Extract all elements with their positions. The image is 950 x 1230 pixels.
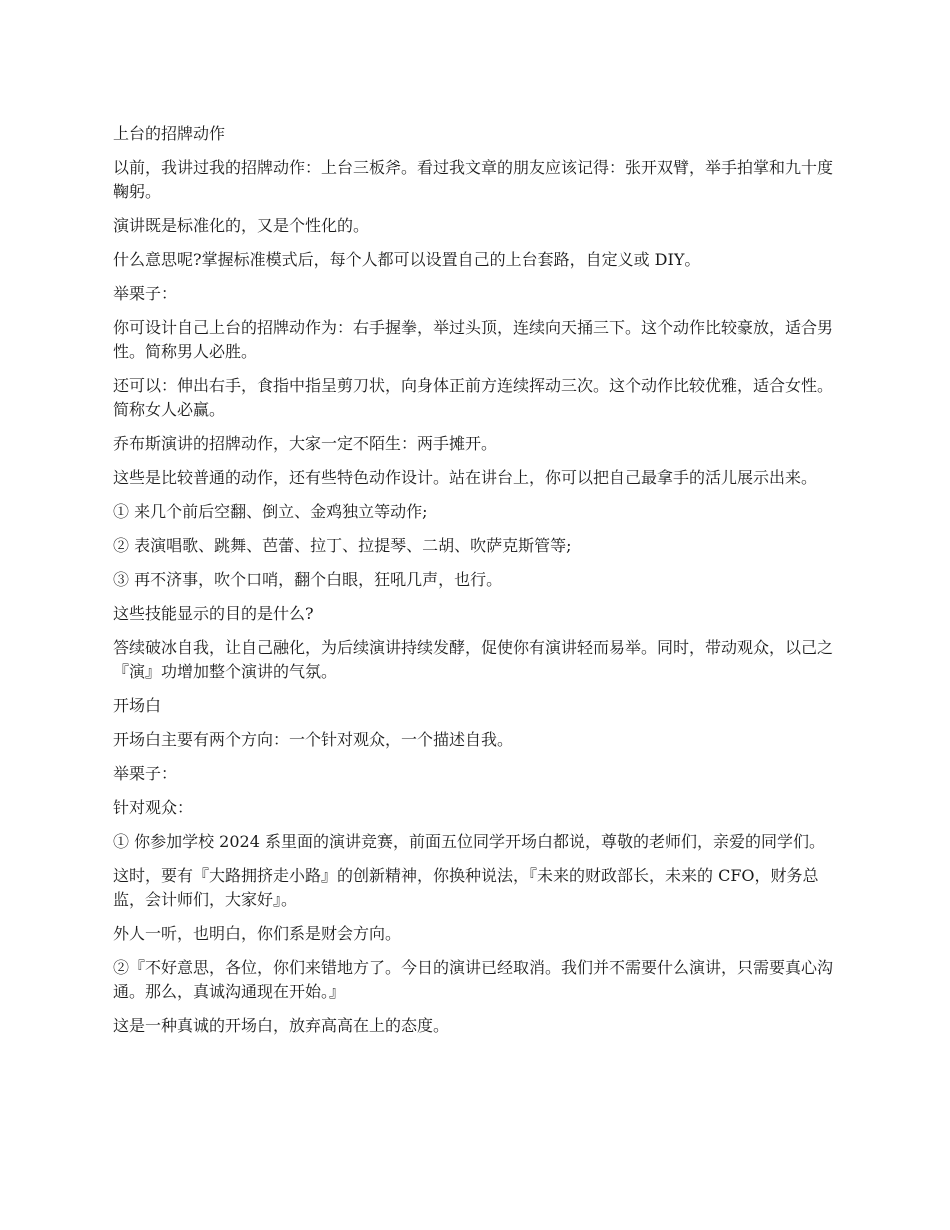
section-heading-opening: 开场白 [113,696,162,715]
paragraph: 这些是比较普通的动作，还有些特色动作设计。站在讲台上，你可以把自己最拿手的活儿展示出来。 [113,468,818,487]
paragraph: 这些技能显示的目的是什么? [113,604,314,623]
paragraph: 举栗子： [113,284,178,303]
list-item: ③ 再不济事，吹个口哨，翻个白眼，狂吼几声，也行。 [113,570,503,589]
list-item: ② 表演唱歌、跳舞、芭蕾、拉丁、拉提琴、二胡、吹萨克斯管等; [113,536,572,555]
paragraph: 这是一种真诚的开场白，放弃高高在上的态度。 [113,1016,450,1035]
article-body [113,122,843,1048]
list-item: ②『不好意思，各位，你们来错地方了。今日的演讲已经取消。我们并不需要什么演讲，只需要真心沟通。那么，真诚沟通现在开始。』 [113,958,834,1001]
paragraph: 针对观众： [113,798,194,817]
paragraph: 以前，我讲过我的招牌动作：上台三板斧。看过我文章的朋友应该记得：张开双臂，举手拍掌和九十度鞠躬。 [113,158,834,201]
paragraph: 演讲既是标准化的，又是个性化的。 [113,216,370,235]
paragraph: 还可以：伸出右手，食指中指呈剪刀状，向身体正前方连续挥动三次。这个动作比较优雅，适合女性。简称女人必赢。 [113,376,834,419]
paragraph: 这时，要有『大路拥挤走小路』的创新精神，你换种说法，『未来的财政部长，未来的 CFO，财务总监，会计师们，大家好』。 [113,866,819,909]
list-item: ① 你参加学校 2024 系里面的演讲竞赛，前面五位同学开场白都说，尊敬的老师们，亲爱的同学们。 [113,832,825,851]
paragraph: 乔布斯演讲的招牌动作，大家一定不陌生：两手摊开。 [113,434,498,453]
list-item: ① 来几个前后空翻、倒立、金鸡独立等动作; [113,502,428,521]
paragraph: 什么意思呢?掌握标准模式后，每个人都可以设置自己的上台套路，自定义或 DIY。 [113,250,701,269]
paragraph: 你可设计自己上台的招牌动作为：右手握拳，举过头顶，连续向天捅三下。这个动作比较豪放，适合男性。简称男人必胜。 [113,318,834,361]
paragraph: 举栗子： [113,764,178,783]
paragraph: 外人一听，也明白，你们系是财会方向。 [113,924,402,943]
section-heading-signature-moves: 上台的招牌动作 [113,124,226,143]
paragraph: 答续破冰自我，让自己融化，为后续演讲持续发酵，促使你有演讲轻而易举。同时，带动观众，以己之『演』功增加整个演讲的气氛。 [113,638,834,681]
paragraph: 开场白主要有两个方向：一个针对观众，一个描述自我。 [113,730,514,749]
